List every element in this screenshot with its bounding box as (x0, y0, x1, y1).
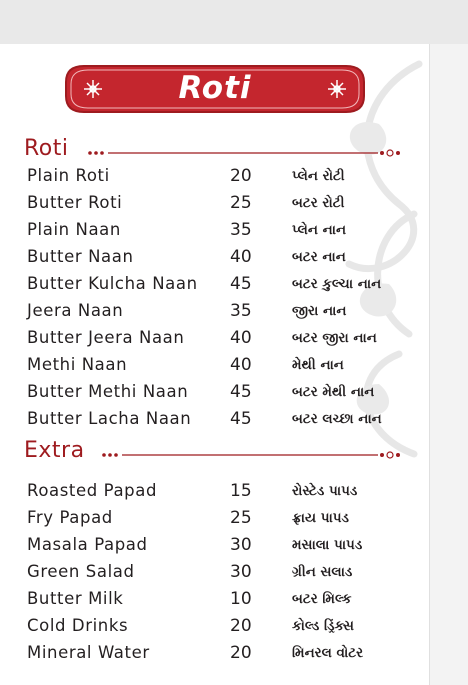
item-name: Butter Roti (27, 193, 123, 212)
item-gujarati-name: મસાલા પાપડ (292, 537, 363, 553)
item-gujarati-name: બટર નાન (292, 249, 346, 265)
menu-item-row (27, 613, 417, 639)
menu-item-row (27, 478, 417, 504)
item-price: 20 (230, 616, 252, 636)
item-price: 35 (230, 220, 252, 240)
item-name: Butter Naan (27, 247, 134, 266)
item-name: Methi Naan (27, 355, 128, 374)
item-price: 25 (230, 508, 252, 528)
item-name: Plain Naan (27, 220, 121, 239)
menu-item-row (27, 298, 417, 324)
menu-item-row (27, 325, 417, 351)
section-divider (100, 438, 406, 468)
section-heading-roti (24, 136, 404, 166)
item-name: Plain Roti (27, 166, 110, 185)
item-name: Butter Jeera Naan (27, 328, 185, 347)
title-banner (62, 62, 368, 116)
item-name: Masala Papad (27, 535, 148, 554)
item-name: Butter Milk (27, 589, 124, 608)
item-name: Roasted Papad (27, 481, 158, 500)
item-price: 45 (230, 409, 252, 429)
item-gujarati-name: બટર લચ્છા નાન (292, 411, 382, 427)
menu-item-row (27, 190, 417, 216)
item-name: Green Salad (27, 562, 135, 581)
item-price: 45 (230, 274, 252, 294)
menu-item-row (27, 505, 417, 531)
item-price: 30 (230, 562, 252, 582)
item-gujarati-name: બટર જીરા નાન (292, 330, 377, 346)
menu-item-row (27, 640, 417, 666)
item-name: Cold Drinks (27, 616, 129, 635)
item-price: 40 (230, 247, 252, 267)
menu-item-row (27, 271, 417, 297)
item-price: 20 (230, 643, 252, 663)
item-gujarati-name: બટર કુલ્ચા નાન (292, 276, 382, 292)
item-gujarati-name: કોલ્ડ ડ્રિંક્સ (292, 618, 354, 634)
item-gujarati-name: ફ્રાય પાપડ (292, 510, 349, 526)
banner-title: Roti (178, 70, 252, 106)
menu-item-row (27, 586, 417, 612)
item-gujarati-name: પ્લેન રોટી (292, 168, 345, 184)
item-name: Fry Papad (27, 508, 113, 527)
item-gujarati-name: જીરા નાન (292, 303, 347, 319)
item-price: 25 (230, 193, 252, 213)
menu-item-row (27, 244, 417, 270)
item-gujarati-name: મિનરલ વોટર (292, 645, 364, 661)
item-name: Mineral Water (27, 643, 150, 662)
item-price: 35 (230, 301, 252, 321)
item-price: 40 (230, 355, 252, 375)
menu-item-row (27, 379, 417, 405)
section-heading-extra (24, 438, 404, 468)
section-divider (86, 136, 406, 166)
item-price: 45 (230, 382, 252, 402)
menu-item-row (27, 217, 417, 243)
item-gujarati-name: મેથી નાન (292, 357, 344, 373)
section-title: Roti (24, 136, 69, 161)
item-price: 15 (230, 481, 252, 501)
item-gujarati-name: બટર મિલ્ક (292, 591, 352, 607)
item-price: 40 (230, 328, 252, 348)
item-name: Butter Methi Naan (27, 382, 189, 401)
menu-item-row (27, 163, 417, 189)
item-name: Jeera Naan (27, 301, 124, 320)
menu-item-row (27, 352, 417, 378)
item-gujarati-name: બટર રોટી (292, 195, 345, 211)
menu-page (0, 44, 430, 685)
item-gujarati-name: ગ્રીન સલાડ (292, 564, 353, 580)
item-name: Butter Lacha Naan (27, 409, 192, 428)
item-name: Butter Kulcha Naan (27, 274, 198, 293)
menu-item-row (27, 406, 417, 432)
item-price: 10 (230, 589, 252, 609)
item-gujarati-name: રોસ્ટેડ પાપડ (292, 483, 358, 499)
section-title: Extra (24, 438, 85, 463)
menu-item-row (27, 532, 417, 558)
page-edge-strip (429, 44, 468, 685)
item-gujarati-name: બટર મેથી નાન (292, 384, 375, 400)
item-price: 30 (230, 535, 252, 555)
item-gujarati-name: પ્લેન નાન (292, 222, 347, 238)
item-price: 20 (230, 166, 252, 186)
menu-item-row (27, 559, 417, 585)
